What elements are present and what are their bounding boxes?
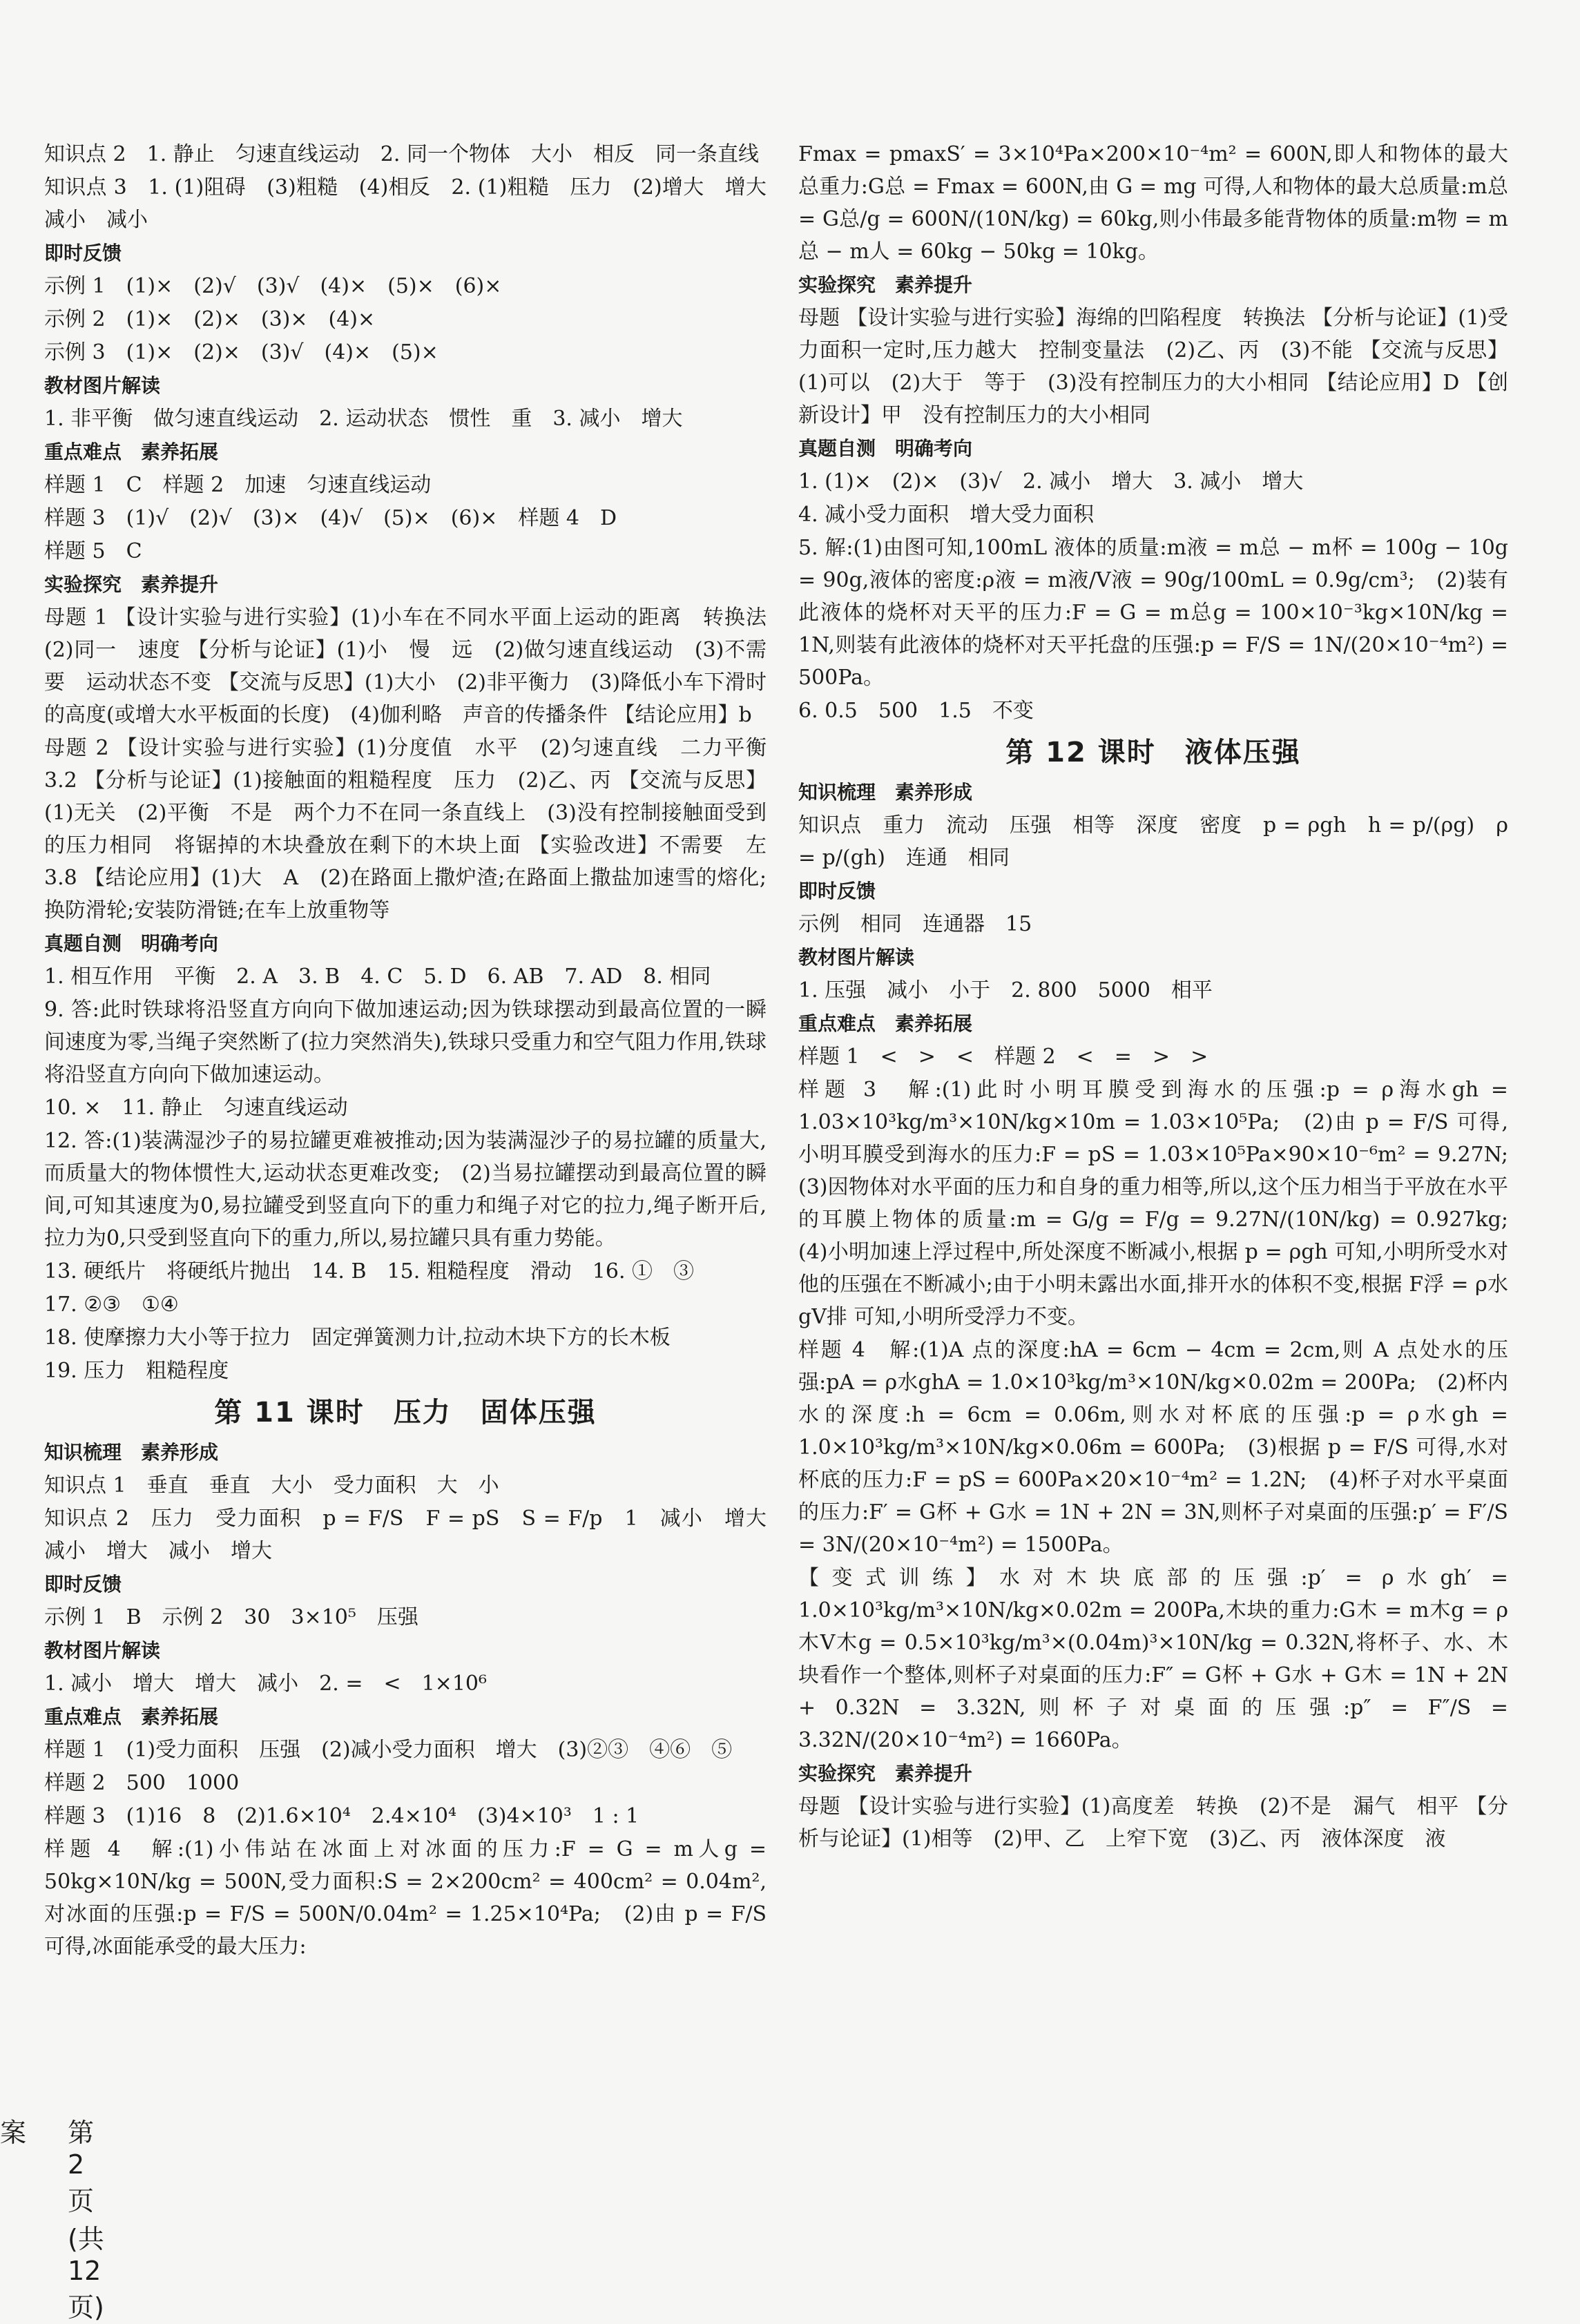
answer-paragraph: 示例 1 B 示例 2 30 3×10⁵ 压强 [44, 1605, 418, 1629]
answer-paragraph: 母题 【设计实验与进行实验】海绵的凹陷程度 转换法 【分析与论证】(1)受力面积一定时,压力越大 控制变量法 (2)乙、丙 (3)不能 【交流与反思】(1)可以 (2)大于 等于 (3)没有控制压力的大小相同 【结论应用】D 【创新设计】甲 没有控制压力的大小相同 [798, 306, 1508, 427]
answer-paragraph: 知识点 2 1. 静止 匀速直线运动 2. 同一个物体 大小 相反 同一条直线 [44, 142, 759, 166]
section-heading: 知识梳理 素养形成 [798, 781, 973, 804]
answer-paragraph: 6. 0.5 500 1.5 不变 [798, 699, 1034, 723]
lesson-title: 第 11 课时 压力 固体压强 [214, 1397, 597, 1429]
section-heading: 重点难点 素养拓展 [798, 1012, 973, 1035]
footer-fragment: 案 [0, 2118, 27, 2148]
answer-paragraph: 1. 非平衡 做匀速直线运动 2. 运动状态 惯性 重 3. 减小 增大 [44, 407, 683, 431]
answer-paragraph: 示例 1 (1)× (2)√ (3)√ (4)× (5)× (6)× [44, 274, 502, 298]
answer-paragraph: 示例 相同 连通器 15 [798, 912, 1032, 936]
left-column [44, 138, 787, 1964]
answer-paragraph: 知识点 1 垂直 垂直 大小 受力面积 大 小 [44, 1473, 499, 1498]
answer-paragraph: 10. × 11. 静止 匀速直线运动 [44, 1096, 348, 1120]
answer-paragraph: 示例 2 (1)× (2)× (3)× (4)× [44, 307, 376, 331]
answer-paragraph: 母题 【设计实验与进行实验】(1)高度差 转换 (2)不是 漏气 相平 【分析与论证】(1)相等 (2)甲、乙 上窄下宽 (3)乙、丙 液体深度 液 [798, 1794, 1508, 1851]
answer-paragraph: 样题 1 < > < 样题 2 < = > > [798, 1045, 1208, 1069]
answer-paragraph: 知识点 3 1. (1)阻碍 (3)粗糙 (4)相反 2. (1)粗糙 压力 (2)增大 增大 减小 减小 [44, 175, 787, 232]
section-heading: 教材图片解读 [798, 946, 915, 969]
answer-paragraph: 知识点 2 压力 受力面积 p = F/S F = pS S = F/p 1 减小 增大 减小 增大 减小 增大 [44, 1507, 787, 1563]
section-heading: 教材图片解读 [44, 374, 161, 397]
answer-paragraph: 样题 1 (1)受力面积 压强 (2)减小受力面积 增大 (3)②③ ④⑥ ⑤ [44, 1738, 733, 1762]
answer-paragraph: 母题 1 【设计实验与进行实验】(1)小车在不同水平面上运动的距离 转换法 (2)同一 速度 【分析与论证】(1)小 慢 远 (2)做匀速直线运动 (3)不需要 运动状态不变 【交流与反思】(1)大小 (2)非平衡力 (3)降低小车下滑时的高度(或增大水平板面的长度) (4)伽利略 声音的传播条件 【结论应用】b [44, 606, 787, 727]
answer-paragraph: 19. 压力 粗糙程度 [44, 1359, 229, 1383]
answer-paragraph: 样题 1 C 样题 2 加速 匀速直线运动 [44, 473, 432, 497]
answer-paragraph: 17. ②③ ①④ [44, 1292, 179, 1317]
section-heading: 重点难点 素养拓展 [44, 440, 219, 463]
answer-paragraph: 4. 减小受力面积 增大受力面积 [798, 503, 1095, 527]
section-heading: 实验探究 素养提升 [798, 273, 973, 296]
answer-paragraph: 样题 3 (1)√ (2)√ (3)× (4)√ (5)× (6)× 样题 4 D [44, 506, 617, 530]
section-heading: 教材图片解读 [44, 1639, 161, 1662]
answer-paragraph: 示例 3 (1)× (2)× (3)√ (4)× (5)× [44, 340, 439, 365]
section-heading: 真题自测 明确考向 [798, 437, 973, 460]
answer-paragraph: 1. 相互作用 平衡 2. A 3. B 4. C 5. D 6. AB 7. AD 8. 相同 [44, 965, 711, 989]
section-heading: 即时反馈 [44, 1573, 122, 1596]
answer-paragraph: 5. 解:(1)由图可知,100mL 液体的质量:m液 = m总 − m杯 = 100g − 10g = 90g,液体的密度:ρ液 = m液/V液 = 90g/100mL = 0.9g/cm³; (2)装有此液体的烧杯对天平的压力:F = G = m总g = 100×10⁻³kg×10N/kg = 1N,则装有此液体的烧杯对天平托盘的压强:p = F/S = 1N/(20×10⁻⁴m²) = 500Pa。 [798, 536, 1508, 690]
answer-paragraph: 样题 4 解:(1)小伟站在冰面上对冰面的压力:F = G = m人g = 50kg×10N/kg = 500N,受力面积:S = 2×200cm² = 400cm² = 0.04m²,对冰面的压强:p = F/S = 500N/0.04m² = 1.25×10⁴Pa; (2)由 p = F/S 可得,冰面能承受的最大压力: [44, 1837, 767, 1959]
section-heading: 实验探究 素养提升 [44, 573, 219, 596]
answer-paragraph: 样题 5 C [44, 539, 142, 563]
answer-paragraph: 12. 答:(1)装满湿沙子的易拉罐更难被推动;因为装满湿沙子的易拉罐的质量大,而质量大的物体惯性大,运动状态更难改变; (2)当易拉罐摆动到最高位置的瞬间,可知其速度为0,易拉罐受到竖直向下的重力和绳子对它的拉力,绳子断开后,拉力为0,只受到竖直向下的重力,所以,易拉罐只具有重力势能。 [44, 1129, 767, 1250]
section-heading: 即时反馈 [798, 880, 876, 902]
answer-paragraph: 1. 减小 增大 增大 减小 2. = < 1×10⁶ [44, 1672, 488, 1696]
answer-paragraph: 【变式训练】水对木块底部的压强:p′ = ρ水gh′ = 1.0×10³kg/m³×10N/kg×0.02m = 200Pa,木块的重力:G木 = m木g = ρ木V木g = 0.5×10³kg/m³×(0.04m)³×10N/kg = 0.32N,将杯子、水、木块看作一个整体,则杯子对桌面的压力:F″ = G杯 + G水 + G木 = 1N + 2N + 0.32N = 3.32N,则杯子对桌面的压强:p″ = F″/S = 3.32N/(20×10⁻⁴m²) = 1660Pa。 [798, 1566, 1508, 1752]
answer-paragraph: Fmax = pmaxS′ = 3×10⁴Pa×200×10⁻⁴m² = 600N,即人和物体的最大总重力:G总 = Fmax = 600N,由 G = mg 可得,人和物体的最大总质量:m总 = G总/g = 600N/(10N/kg) = 60kg,则小伟最多能背物体的质量:m物 = m总 − m人 = 60kg − 50kg = 10kg。 [798, 142, 1508, 264]
answer-paragraph: 样题 2 500 1000 [44, 1771, 240, 1795]
answer-paragraph: 样题 4 解:(1)A 点的深度:hA = 6cm − 4cm = 2cm,则 A 点处水的压强:pA = ρ水ghA = 1.0×10³kg/m³×10N/kg×0.02m = 200Pa; (2)杯内水的深度:h = 6cm = 0.06m,则水对杯底的压强:p = ρ水gh = 1.0×10³kg/m³×10N/kg×0.06m = 600Pa; (3)根据 p = F/S 可得,水对杯底的压力:F = pS = 600Pa×20×10⁻⁴m² = 1.2N; (4)杯子对水平桌面的压力:F′ = G杯 + G水 = 1N + 2N = 3N,则杯子对桌面的压强:p′ = F′/S = 3N/(20×10⁻⁴m²) = 1500Pa。 [798, 1338, 1508, 1557]
answer-paragraph: 母题 2 【设计实验与进行实验】(1)分度值 水平 (2)匀速直线 二力平衡 3.2 【分析与论证】(1)接触面的粗糙程度 压力 (2)乙、丙 【交流与反思】(1)无关 (2)平衡 不是 两个力不在同一条直线上 (3)没有控制接触面受到的压力相同 将锯掉的木块叠放在剩下的木块上面 【实验改进】不需要 左 3.8 【结论应用】(1)大 A (2)在路面上撒炉渣;在路面上撒盐加速雪的熔化;换防滑轮;安装防滑链;在车上放重物等 [44, 736, 787, 922]
section-heading: 即时反馈 [44, 242, 122, 264]
page-number: 第 2 页(共 12 页) [68, 2118, 104, 2323]
section-heading: 实验探究 素养提升 [798, 1762, 973, 1785]
answer-paragraph: 1. (1)× (2)× (3)√ 2. 减小 增大 3. 减小 增大 [798, 469, 1304, 494]
right-column [798, 138, 1529, 1856]
lesson-title: 第 12 课时 液体压强 [1005, 737, 1301, 768]
answer-paragraph: 样题 3 (1)16 8 (2)1.6×10⁴ 2.4×10⁴ (3)4×10³ 1 : 1 [44, 1804, 639, 1828]
answer-paragraph: 18. 使摩擦力大小等于拉力 固定弹簧测力计,拉动木块下方的长木板 [44, 1326, 671, 1350]
answer-paragraph: 知识点 重力 流动 压强 相等 深度 密度 p = ρgh h = p/(ρg) ρ = p/(gh) 连通 相同 [798, 813, 1508, 870]
section-heading: 知识梳理 素养形成 [44, 1441, 219, 1464]
answer-paragraph: 9. 答:此时铁球将沿竖直方向向下做加速运动;因为铁球摆动到最高位置的一瞬间速度为零,当绳子突然断了(拉力突然消失),铁球只受重力和空气阻力作用,铁球将沿竖直方向向下做加速运动。 [44, 998, 767, 1087]
answer-paragraph: 1. 压强 减小 小于 2. 800 5000 相平 [798, 978, 1213, 1003]
section-heading: 重点难点 素养拓展 [44, 1705, 219, 1728]
answer-paragraph: 13. 硬纸片 将硬纸片抛出 14. B 15. 粗糙程度 滑动 16. ① ③ [44, 1259, 695, 1284]
section-heading: 真题自测 明确考向 [44, 932, 219, 955]
answer-paragraph: 样题 3 解:(1)此时小明耳膜受到海水的压强:p = ρ海水gh = 1.03×10³kg/m³×10N/kg×10m = 1.03×10⁵Pa; (2)由 p = F/S 可得,小明耳膜受到海水的压力:F = pS = 1.03×10⁵Pa×90×10⁻⁶m² = 9.27N; (3)因物体对水平面的压力和自身的重力相等,所以,这个压力相当于平放在水平的耳膜上物体的质量:m = G/g = F/g = 9.27N/(10N/kg) = 0.927kg; (4)小明加速上浮过程中,所处深度不断减小,根据 p = ρgh 可知,小明所受水对他的压强在不断减小;由于小明未露出水面,排开水的体积不变,根据 F浮 = ρ水 gV排 可知,小明所受浮力不变。 [798, 1078, 1529, 1329]
